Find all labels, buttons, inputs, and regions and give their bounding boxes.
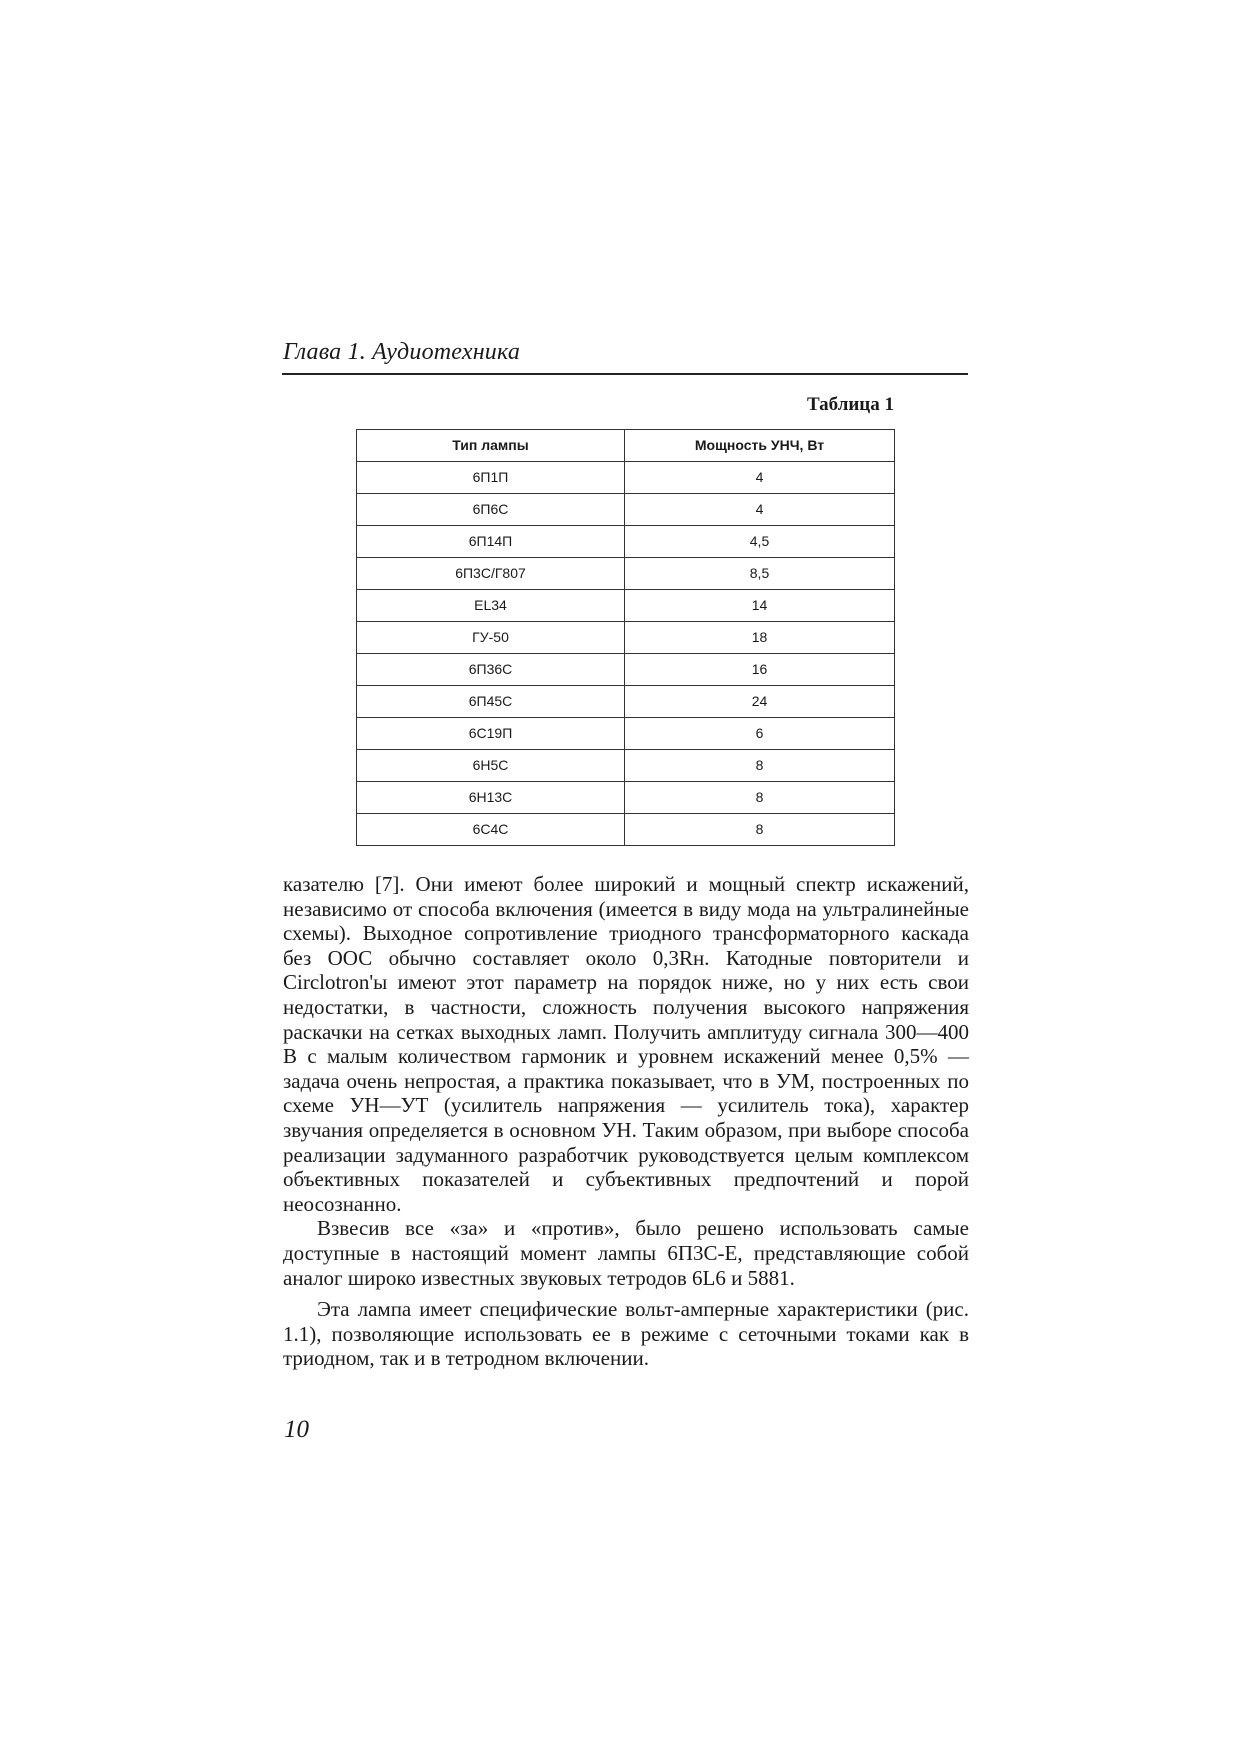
power-cell: 24 [625,686,895,718]
paragraph-lamp-characteristics: Эта лампа имеет специфические вольт-амперные характеристики (рис. 1.1), позволяющие использовать ее в режиме с сеточными токами как в триодном, так и в тетродном включении. [283,1297,969,1371]
table-row [357,590,895,622]
power-cell: 4 [625,494,895,526]
table-row [357,558,895,590]
power-cell: 16 [625,654,895,686]
running-head-title: Глава 1. Аудиотехника [283,339,521,365]
column-header-lamp-type: Тип лампы [357,430,625,462]
page-number: 10 [284,1416,309,1443]
body-text [283,872,969,1371]
lamp-type-cell: 6Н13С [357,782,625,814]
header-rule [282,373,968,375]
power-cell: 8 [625,750,895,782]
lamp-type-cell: 6П6С [357,494,625,526]
table-row [357,462,895,494]
power-cell: 8,5 [625,558,895,590]
table-row [357,622,895,654]
power-cell: 6 [625,718,895,750]
paragraph-lamp-choice: Взвесив все «за» и «против», было решено использовать самые доступные в настоящий момент лампы 6П3С-Е, представляющие собой аналог широко известных звуковых тетродов 6L6 и 5881. [283,1216,969,1290]
table-header-row [357,430,895,462]
table-row [357,526,895,558]
table-caption: Таблица 1 [806,394,894,415]
table-row [357,654,895,686]
lamp-type-cell: 6П45С [357,686,625,718]
power-cell: 8 [625,782,895,814]
table-row [357,814,895,846]
lamp-power-table [356,429,895,846]
lamp-type-cell: EL34 [357,590,625,622]
lamp-type-cell: 6П1П [357,462,625,494]
power-cell: 8 [625,814,895,846]
table-row [357,750,895,782]
paragraph-continuation: казателю [7]. Они имеют более широкий и мощный спектр искажений, независимо от способа включения (имеется в виду мода на ультралинейные схемы). Выходное сопротивление триодного трансформаторного каскада без ООС обычно составляет около 0,3Rн. Катодные повторители и Circlotron'ы имеют этот параметр на порядок ниже, но у них есть свои недостатки, в частности, сложность получения высокого напряжения раскачки на сетках выходных ламп. Получить амплитуду сигнала 300—400 В с малым количеством гармоник и уровнем искажений менее 0,5% — задача очень непростая, а практика показывает, что в УМ, построенных по схеме УН—УТ (усилитель напряжения — усилитель тока), характер звучания определяется в основном УН. Таким образом, при выборе способа реализации задуманного разработчик руководствуется целым комплексом объективных показателей и субъективных предпочтений и порой неосознанно. [283,872,969,1216]
lamp-type-cell: 6С19П [357,718,625,750]
lamp-type-cell: 6П14П [357,526,625,558]
table-row [357,686,895,718]
lamp-type-cell: ГУ-50 [357,622,625,654]
table-row [357,494,895,526]
lamp-type-cell: 6П3С/Г807 [357,558,625,590]
power-cell: 18 [625,622,895,654]
power-cell: 4,5 [625,526,895,558]
table-row [357,782,895,814]
table-row [357,718,895,750]
power-cell: 14 [625,590,895,622]
lamp-type-cell: 6Н5С [357,750,625,782]
lamp-type-cell: 6С4С [357,814,625,846]
column-header-power: Мощность УНЧ, Вт [625,430,895,462]
power-cell: 4 [625,462,895,494]
lamp-type-cell: 6П36С [357,654,625,686]
